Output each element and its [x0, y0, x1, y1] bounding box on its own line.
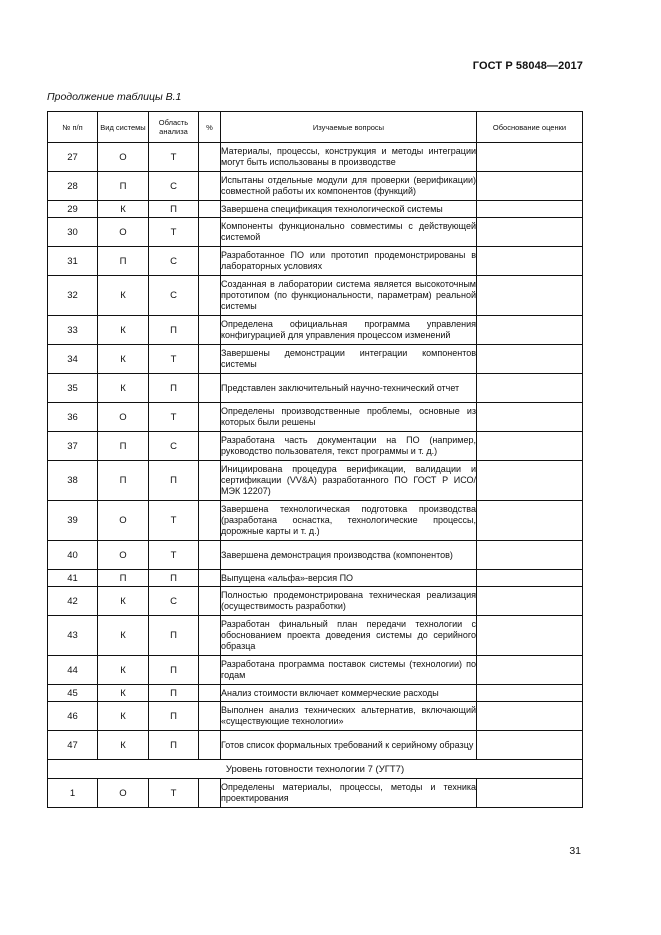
row-number: 43: [48, 616, 98, 656]
analysis-area: С: [149, 587, 199, 616]
system-type: К: [98, 685, 149, 702]
analysis-area: П: [149, 685, 199, 702]
system-type: К: [98, 345, 149, 374]
percent-cell: [199, 702, 221, 731]
rationale-cell: [477, 345, 583, 374]
percent-cell: [199, 276, 221, 316]
table-body: [48, 143, 583, 808]
analysis-area: П: [149, 702, 199, 731]
rationale-cell: [477, 201, 583, 218]
question-text: Разработана часть документации на ПО (например, руководство пользователя, текст программы и т. д.): [221, 432, 477, 461]
question-text: Представлен заключительный научно-технический отчет: [221, 374, 477, 403]
question-text: Завершена технологическая подготовка производства (разработана оснастка, технологические процессы, дорожные карты и т. д.): [221, 501, 477, 541]
header-system: Вид системы: [98, 112, 149, 143]
percent-cell: [199, 374, 221, 403]
percent-cell: [199, 345, 221, 374]
percent-cell: [199, 432, 221, 461]
question-text: Определены производственные проблемы, основные из которых были решены: [221, 403, 477, 432]
row-number: 37: [48, 432, 98, 461]
table-row: [48, 201, 583, 218]
system-type: К: [98, 374, 149, 403]
analysis-area: П: [149, 731, 199, 760]
page-number: 31: [569, 845, 581, 857]
header-question: Изучаемые вопросы: [221, 112, 477, 143]
analysis-area: С: [149, 172, 199, 201]
question-text: Определена официальная программа управления конфигурацией для управления процессом изменений: [221, 316, 477, 345]
row-number: 42: [48, 587, 98, 616]
analysis-area: Т: [149, 218, 199, 247]
row-number: 29: [48, 201, 98, 218]
table-row: [48, 702, 583, 731]
percent-cell: [199, 616, 221, 656]
analysis-area: П: [149, 570, 199, 587]
row-number: 41: [48, 570, 98, 587]
rationale-cell: [477, 587, 583, 616]
table-row: [48, 374, 583, 403]
section-row: [48, 760, 583, 779]
analysis-area: Т: [149, 541, 199, 570]
row-number: 39: [48, 501, 98, 541]
row-number: 1: [48, 779, 98, 808]
system-type: О: [98, 779, 149, 808]
rationale-cell: [477, 276, 583, 316]
analysis-area: П: [149, 374, 199, 403]
question-text: Компоненты функционально совместимы с действующей системой: [221, 218, 477, 247]
table-row: [48, 779, 583, 808]
percent-cell: [199, 143, 221, 172]
percent-cell: [199, 201, 221, 218]
question-text: Завершена спецификация технологической системы: [221, 201, 477, 218]
header-area: Область анализа: [149, 112, 199, 143]
table-row: [48, 276, 583, 316]
system-type: П: [98, 172, 149, 201]
question-text: Завершены демонстрации интеграции компонентов системы: [221, 345, 477, 374]
analysis-area: П: [149, 616, 199, 656]
rationale-cell: [477, 541, 583, 570]
question-text: Материалы, процессы, конструкция и методы интеграции могут быть использованы в производстве: [221, 143, 477, 172]
analysis-area: Т: [149, 501, 199, 541]
percent-cell: [199, 316, 221, 345]
question-text: Инициирована процедура верификации, валидации и сертификации (VV&A) разработанного ПО ГОСТ Р ИСО/МЭК 12207): [221, 461, 477, 501]
header-percent: %: [199, 112, 221, 143]
system-type: О: [98, 218, 149, 247]
system-type: К: [98, 656, 149, 685]
question-text: Выпущена «альфа»-версия ПО: [221, 570, 477, 587]
analysis-area: Т: [149, 143, 199, 172]
rationale-cell: [477, 247, 583, 276]
rationale-cell: [477, 616, 583, 656]
table-caption: Продолжение таблицы В.1: [47, 91, 182, 103]
rationale-cell: [477, 779, 583, 808]
table-row: [48, 345, 583, 374]
rationale-cell: [477, 570, 583, 587]
percent-cell: [199, 570, 221, 587]
question-text: Выполнен анализ технических альтернатив, включающий «существующие технологии»: [221, 702, 477, 731]
percent-cell: [199, 731, 221, 760]
table-row: [48, 218, 583, 247]
table-row: [48, 541, 583, 570]
question-text: Разработан финальный план передачи технологии с обоснованием проекта доведения системы до серийного образца: [221, 616, 477, 656]
question-text: Анализ стоимости включает коммерческие расходы: [221, 685, 477, 702]
rationale-cell: [477, 685, 583, 702]
rationale-cell: [477, 172, 583, 201]
row-number: 32: [48, 276, 98, 316]
question-text: Завершена демонстрация производства (компонентов): [221, 541, 477, 570]
system-type: К: [98, 702, 149, 731]
analysis-area: П: [149, 656, 199, 685]
table-row: [48, 731, 583, 760]
table-row: [48, 656, 583, 685]
analysis-area: С: [149, 276, 199, 316]
table-header-row: [48, 112, 583, 143]
percent-cell: [199, 461, 221, 501]
rationale-cell: [477, 218, 583, 247]
percent-cell: [199, 172, 221, 201]
system-type: П: [98, 461, 149, 501]
analysis-area: С: [149, 432, 199, 461]
table-row: [48, 570, 583, 587]
table-row: [48, 316, 583, 345]
rationale-cell: [477, 432, 583, 461]
row-number: 44: [48, 656, 98, 685]
row-number: 35: [48, 374, 98, 403]
system-type: К: [98, 276, 149, 316]
row-number: 38: [48, 461, 98, 501]
rationale-cell: [477, 656, 583, 685]
row-number: 34: [48, 345, 98, 374]
question-text: Испытаны отдельные модули для проверки (верификации) совместной работы их компонентов (функций): [221, 172, 477, 201]
analysis-area: П: [149, 201, 199, 218]
analysis-area: Т: [149, 345, 199, 374]
system-type: К: [98, 616, 149, 656]
analysis-area: П: [149, 461, 199, 501]
percent-cell: [199, 541, 221, 570]
percent-cell: [199, 247, 221, 276]
system-type: К: [98, 587, 149, 616]
section-title: Уровень готовности технологии 7 (УГТ7): [48, 760, 583, 779]
table-row: [48, 616, 583, 656]
analysis-area: Т: [149, 779, 199, 808]
percent-cell: [199, 656, 221, 685]
system-type: П: [98, 570, 149, 587]
row-number: 31: [48, 247, 98, 276]
header-num: № п/п: [48, 112, 98, 143]
row-number: 45: [48, 685, 98, 702]
table-row: [48, 143, 583, 172]
system-type: П: [98, 432, 149, 461]
table-row: [48, 685, 583, 702]
row-number: 47: [48, 731, 98, 760]
rationale-cell: [477, 403, 583, 432]
rationale-cell: [477, 316, 583, 345]
row-number: 46: [48, 702, 98, 731]
row-number: 30: [48, 218, 98, 247]
question-text: Определены материалы, процессы, методы и техника проектирования: [221, 779, 477, 808]
assessment-table: [47, 111, 583, 808]
row-number: 40: [48, 541, 98, 570]
percent-cell: [199, 779, 221, 808]
rationale-cell: [477, 702, 583, 731]
row-number: 28: [48, 172, 98, 201]
question-text: Разработанное ПО или прототип продемонстрированы в лабораторных условиях: [221, 247, 477, 276]
rationale-cell: [477, 501, 583, 541]
row-number: 27: [48, 143, 98, 172]
table-row: [48, 172, 583, 201]
analysis-area: П: [149, 316, 199, 345]
question-text: Готов список формальных требований к серийному образцу: [221, 731, 477, 760]
percent-cell: [199, 685, 221, 702]
system-type: О: [98, 403, 149, 432]
rationale-cell: [477, 731, 583, 760]
analysis-area: Т: [149, 403, 199, 432]
document-code: ГОСТ Р 58048—2017: [472, 60, 583, 72]
row-number: 33: [48, 316, 98, 345]
system-type: О: [98, 541, 149, 570]
rationale-cell: [477, 374, 583, 403]
percent-cell: [199, 587, 221, 616]
system-type: О: [98, 143, 149, 172]
system-type: К: [98, 316, 149, 345]
table-row: [48, 501, 583, 541]
table-row: [48, 461, 583, 501]
system-type: П: [98, 247, 149, 276]
percent-cell: [199, 403, 221, 432]
table-row: [48, 587, 583, 616]
table-row: [48, 247, 583, 276]
rationale-cell: [477, 143, 583, 172]
question-text: Созданная в лаборатории система является высокоточным прототипом (по функциональности, параметрам) реальной системы: [221, 276, 477, 316]
table-row: [48, 432, 583, 461]
rationale-cell: [477, 461, 583, 501]
question-text: Полностью продемонстрирована техническая реализация (осуществимость разработки): [221, 587, 477, 616]
system-type: К: [98, 201, 149, 218]
system-type: О: [98, 501, 149, 541]
percent-cell: [199, 218, 221, 247]
percent-cell: [199, 501, 221, 541]
header-rationale: Обоснование оценки: [477, 112, 583, 143]
analysis-area: С: [149, 247, 199, 276]
row-number: 36: [48, 403, 98, 432]
question-text: Разработана программа поставок системы (технологии) по годам: [221, 656, 477, 685]
system-type: К: [98, 731, 149, 760]
table-row: [48, 403, 583, 432]
